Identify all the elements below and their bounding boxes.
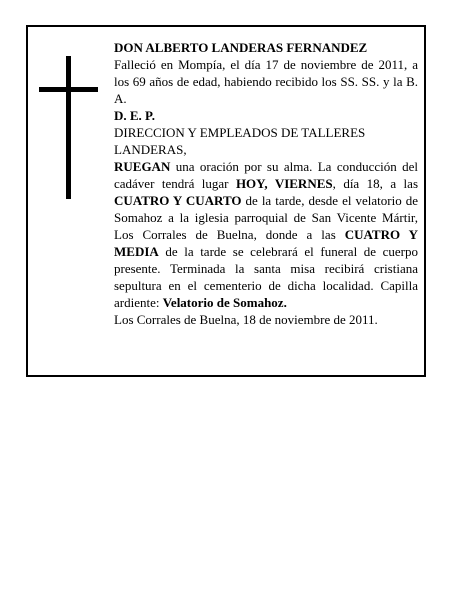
deceased-name	[114, 39, 418, 56]
ruegan-text: RUEGAN	[114, 159, 171, 174]
rip-line	[114, 107, 418, 124]
obituary-notice-frame	[26, 25, 426, 377]
funeral-details	[114, 158, 418, 311]
funeral-day-text: HOY, VIERNES	[235, 176, 333, 191]
funeral-text-4: de la tarde se celebrará el funeral de cuerpo presente. Terminada la santa misa recibirá cristiana sepultura en el cementerio de dicha localidad. Capilla ardiente:	[114, 244, 418, 310]
funeral-text-1: una oración por su alma. La conducción del cadáver tendrá lugar	[114, 159, 418, 191]
cross-icon	[39, 56, 98, 199]
death-announcement: Falleció en Mompía, el día 17 de noviembre de 2011, a los 69 años de edad, habiendo recibido los SS. SS. y la B. A.	[114, 57, 418, 106]
funeral-text-2: , día 18, a las	[332, 176, 418, 191]
place-date-line: Los Corrales de Buelna, 18 de noviembre de 2011.	[114, 312, 378, 327]
funeral-text-3: de la tarde, desde el velatorio de Somahoz a la iglesia parroquial de San Vicente Mártir, Los Corrales de Buelna, donde a las	[114, 193, 419, 242]
cross-vertical-bar	[66, 56, 71, 199]
funeral-time-text: CUATRO Y MEDIA	[114, 227, 418, 259]
conduction-time-text: CUATRO Y CUARTO	[114, 193, 242, 208]
obituary-text	[114, 39, 418, 328]
rip-text: D. E. P.	[114, 108, 156, 123]
mourners-line: DIRECCION Y EMPLEADOS DE TALLERES LANDERAS,	[114, 125, 366, 157]
chapel-location-text: Velatorio de Somahoz.	[162, 295, 287, 310]
cross-horizontal-bar	[39, 87, 98, 92]
deceased-name-text: DON ALBERTO LANDERAS FERNANDEZ	[114, 40, 368, 55]
